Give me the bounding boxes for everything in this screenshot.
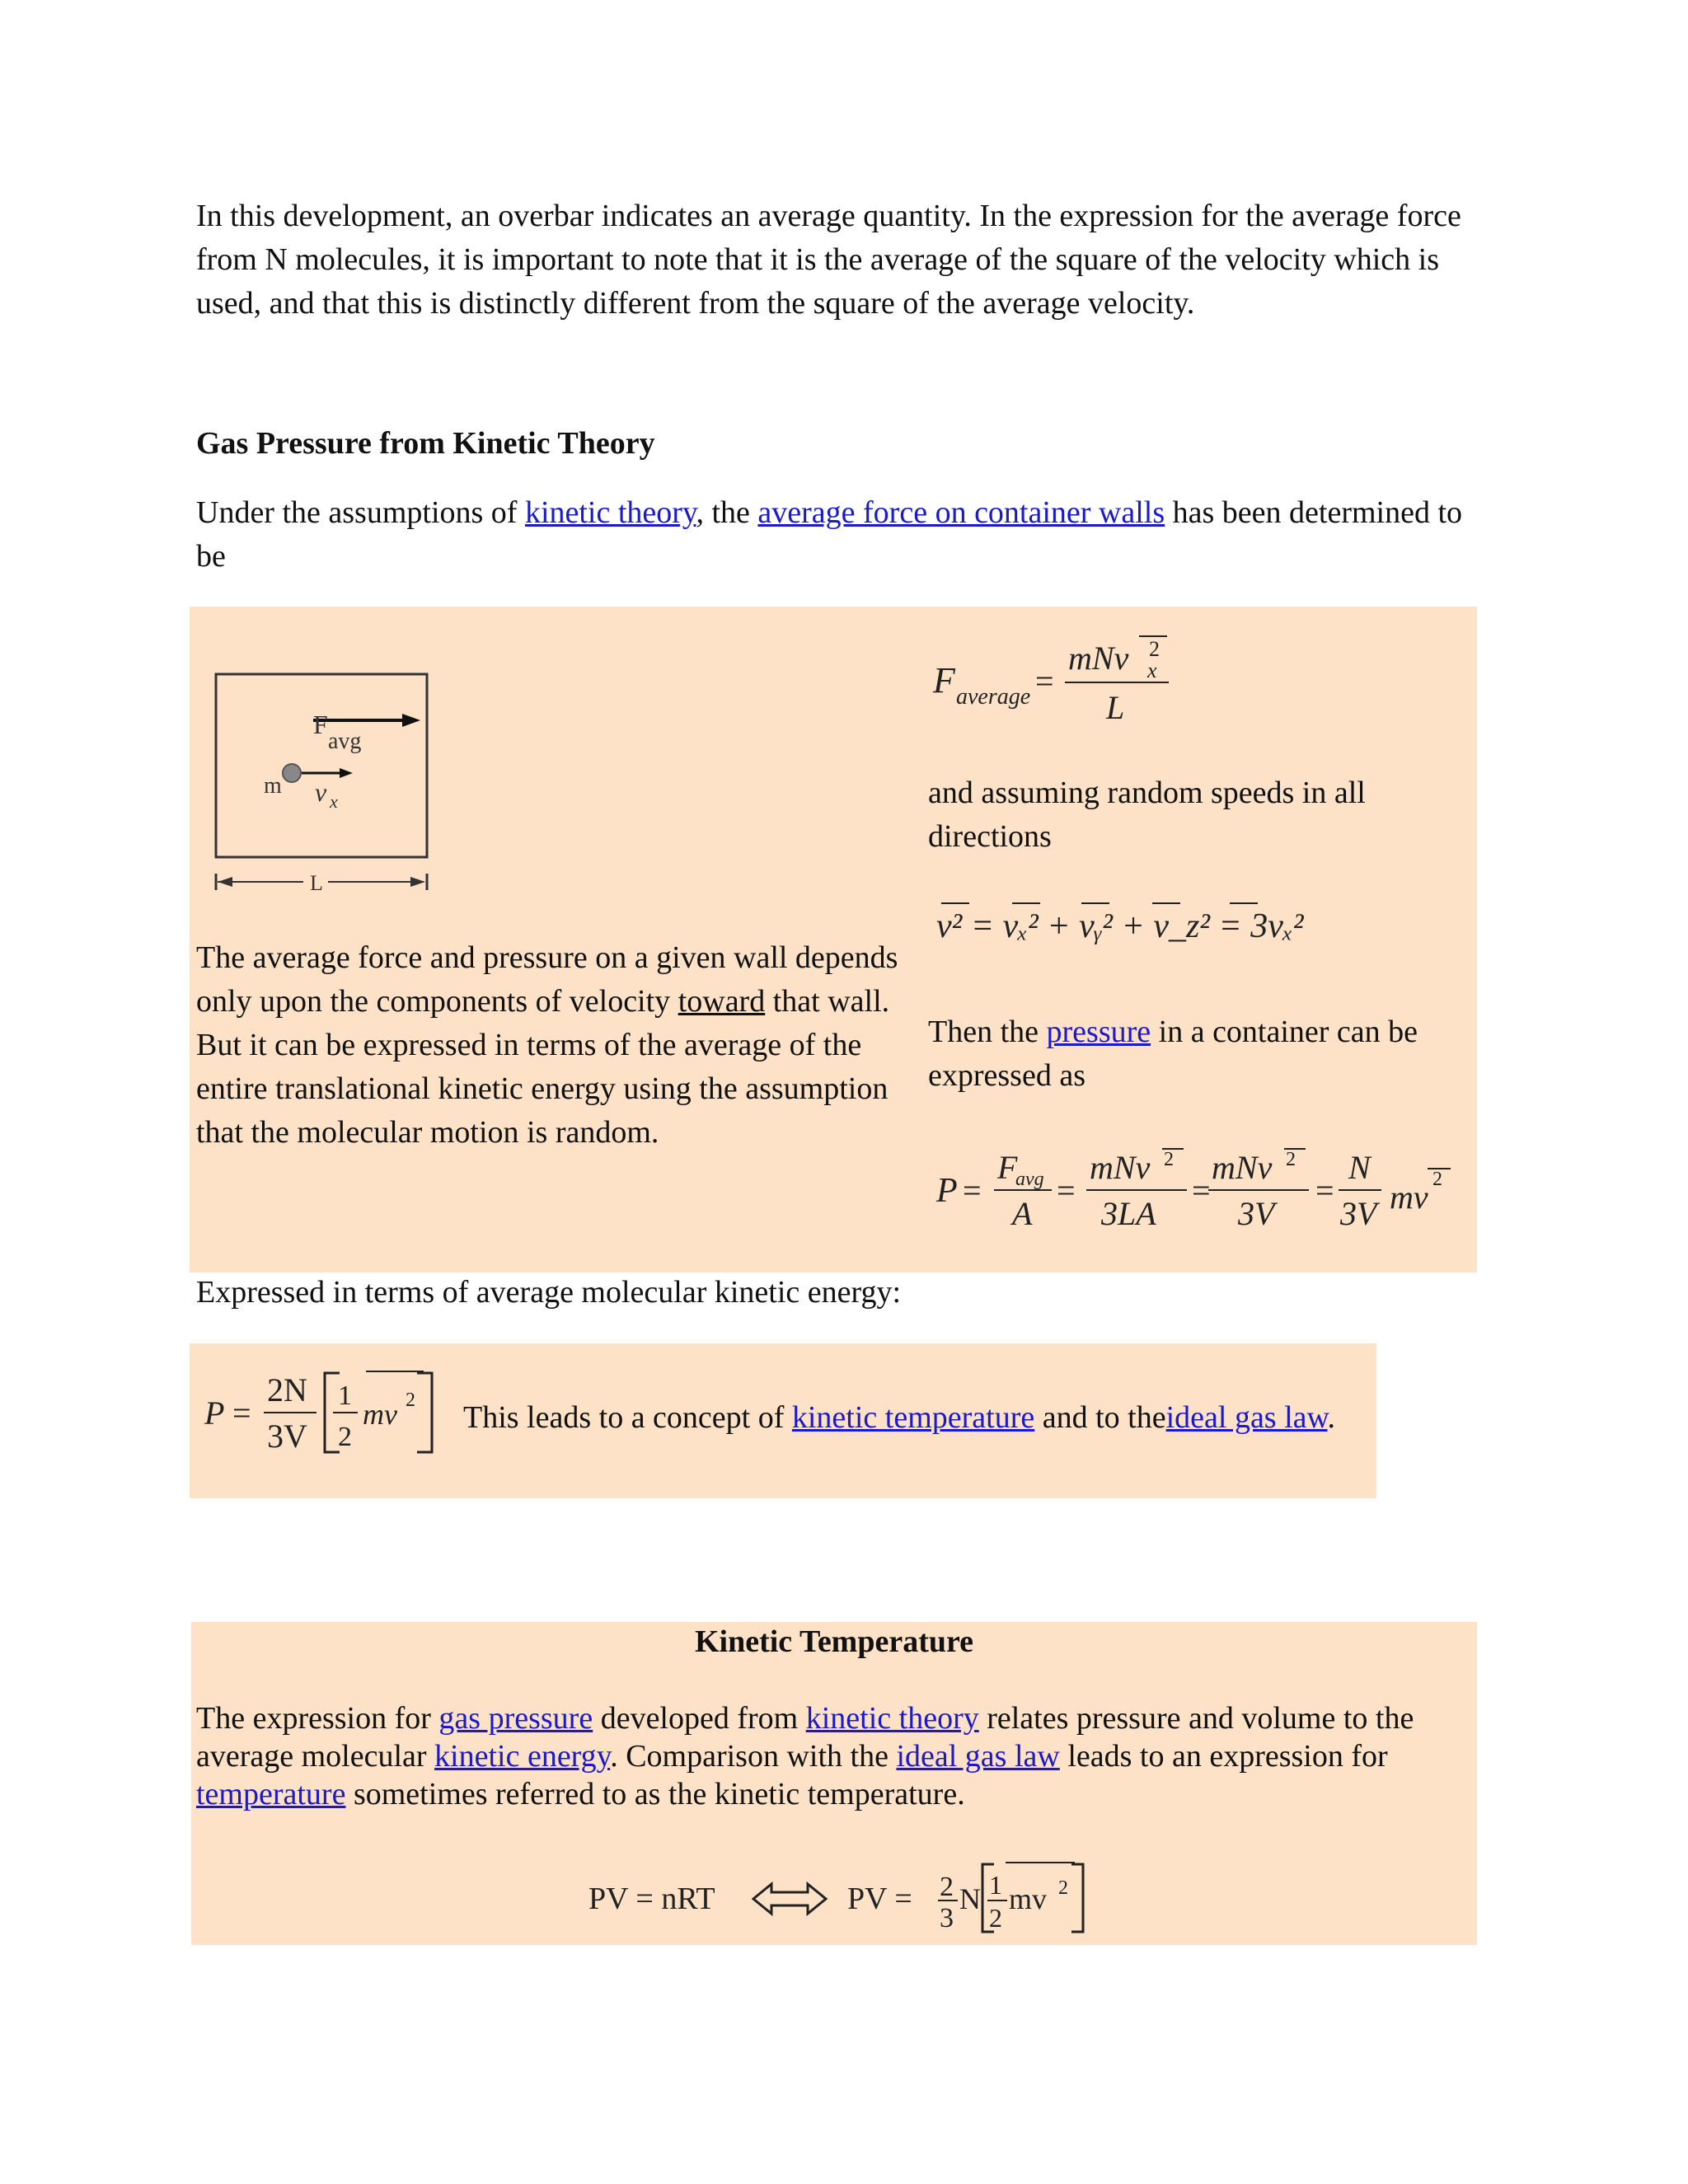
eq-p-d2: 3V	[1238, 1195, 1275, 1232]
text-run: leads to an expression for	[1059, 1739, 1388, 1774]
text-run: in a container can be expressed as	[928, 1015, 1418, 1093]
double-arrow-icon	[753, 1884, 826, 1914]
intro-paragraph: In this development, an overbar indicates an average quantity. In the expression for the average force from N molecules, it is important to note that it is the average of the square of the velocity which is used, and that this is distinctly different from the square of the average velocity.	[196, 199, 1461, 321]
eq-p-lhs: P	[936, 1172, 958, 1210]
eq-p-n1: mNv	[1090, 1149, 1151, 1186]
emphasis-toward: toward	[678, 984, 766, 1019]
text-run: This leads to a concept of	[463, 1400, 792, 1435]
eq-force-sub: x	[1147, 658, 1157, 682]
text-run: , the	[696, 495, 758, 530]
mass-label: m	[264, 773, 282, 799]
svg-text:=: =	[232, 1394, 251, 1432]
text-run: that wall. But it can be expressed in terms of the average of the entire translational kinetic energy using the assumption that the molecular motion is random.	[196, 984, 890, 1150]
eq-force-numerator: mNv	[1068, 640, 1129, 677]
text-run: Then the	[928, 1015, 1047, 1049]
equation-ideal-gas-comparison	[585, 1853, 1113, 1943]
force-arrowhead	[402, 714, 420, 727]
eq-ideal-right-lhs: PV =	[847, 1882, 912, 1916]
equation-velocity-components	[936, 905, 1303, 948]
text-run: developed from	[593, 1701, 806, 1736]
eq-velocity-text: v² = vₓ² + vᵧ² + v_z² = 3vₓ²	[936, 907, 1304, 945]
link-kinetic-theory-2[interactable]: kinetic theory	[805, 1701, 979, 1736]
eq-p-n3: N	[1348, 1149, 1371, 1186]
eq-ke-lhs: P	[204, 1394, 225, 1432]
pressure-paragraph	[928, 1010, 1464, 1098]
svg-text:2: 2	[1164, 1149, 1174, 1170]
link-temperature[interactable]: temperature	[196, 1777, 346, 1811]
eq-force-denominator: L	[1106, 689, 1125, 726]
eq-p-a: A	[1012, 1195, 1033, 1232]
velocity-subscript: x	[330, 791, 338, 812]
eq-ke-half-num: 1	[338, 1380, 352, 1411]
expressed-in-terms-text: Expressed in terms of average molecular kinetic energy:	[196, 1275, 902, 1310]
eq-force-sup: 2	[1149, 637, 1160, 661]
kinetic-theory-paragraph	[196, 491, 1482, 579]
eq-p-f: F	[997, 1149, 1018, 1186]
eq-p-n2: mNv	[1212, 1149, 1273, 1186]
eq-p-d3: 3V	[1340, 1195, 1377, 1232]
velocity-overbars	[936, 900, 1266, 908]
eq-force-lhs: F	[933, 660, 955, 701]
section-heading-kinetic-temperature: Kinetic Temperature	[694, 1624, 974, 1659]
text-run: . Comparison with the	[610, 1739, 897, 1774]
eq-force-lhs-sub: average	[956, 684, 1031, 710]
text-run: and to the	[1034, 1400, 1166, 1435]
link-kinetic-energy[interactable]: kinetic energy	[434, 1739, 611, 1774]
container-box	[216, 674, 427, 857]
eq-ideal-two: 2	[940, 1872, 954, 1902]
force-label: F	[313, 710, 328, 739]
eq-ke-mv: mv	[363, 1398, 397, 1431]
text-run: Under the assumptions of	[196, 495, 525, 530]
equation-kinetic-energy	[201, 1355, 448, 1470]
eq-ke-den: 3V	[267, 1418, 307, 1455]
svg-text:=: =	[1315, 1172, 1334, 1209]
text-run: The expression for	[196, 1701, 439, 1736]
container-diagram	[208, 668, 447, 898]
text-run: sometimes referred to as the kinetic temperature.	[345, 1777, 965, 1811]
link-kinetic-temperature[interactable]: kinetic temperature	[791, 1400, 1035, 1435]
svg-text:2: 2	[1286, 1149, 1296, 1170]
eq-ideal-mv: mv	[1009, 1882, 1048, 1915]
link-ideal-gas-law-2[interactable]: ideal gas law	[896, 1739, 1060, 1774]
velocity-label: v	[315, 777, 327, 807]
equation-pressure	[931, 1132, 1459, 1248]
text-run: has been determined to be	[196, 495, 1463, 574]
link-gas-pressure[interactable]: gas pressure	[438, 1701, 593, 1736]
random-speeds-text: and assuming random speeds in all directions	[928, 776, 1366, 854]
eq-ke-half-den: 2	[338, 1422, 352, 1452]
length-arrowhead-left	[218, 877, 232, 887]
equation-average-force	[928, 626, 1175, 742]
eq-p-tail: mv	[1390, 1179, 1428, 1216]
svg-text:2: 2	[1058, 1877, 1068, 1899]
text-run: .	[1327, 1400, 1335, 1435]
svg-text:=: =	[1057, 1172, 1076, 1209]
svg-text:=: =	[1192, 1172, 1211, 1209]
velocity-arrowhead	[340, 768, 353, 778]
eq-force-equals: =	[1035, 663, 1054, 700]
text-run: relates pressure and volume to the average molecular	[196, 1701, 1414, 1774]
leads-to-paragraph	[463, 1396, 1386, 1440]
svg-text:=: =	[963, 1172, 982, 1209]
link-kinetic-theory[interactable]: kinetic theory	[524, 495, 696, 530]
link-ideal-gas-law[interactable]: ideal gas law	[1165, 1400, 1328, 1435]
svg-text:2: 2	[406, 1390, 415, 1411]
text-run: The average force and pressure on a given wall depends only upon the components of velocity	[196, 940, 898, 1019]
length-label: L	[310, 871, 323, 895]
wall-force-paragraph	[196, 936, 905, 1155]
svg-text:2: 2	[1432, 1169, 1442, 1190]
link-average-force-on-container-walls[interactable]: average force on container walls	[757, 495, 1165, 530]
length-arrowhead-right	[410, 877, 425, 887]
eq-p-d1: 3LA	[1101, 1195, 1156, 1232]
eq-p-f-sub: avg	[1015, 1169, 1044, 1190]
eq-ideal-left: PV = nRT	[588, 1882, 715, 1916]
eq-ideal-three: 3	[940, 1903, 954, 1933]
eq-ideal-two-b: 2	[989, 1903, 1002, 1933]
kinetic-temperature-paragraph	[196, 1699, 1482, 1813]
eq-ideal-n: N	[959, 1882, 981, 1915]
eq-ke-num: 2N	[267, 1371, 307, 1408]
eq-ideal-one: 1	[989, 1870, 1002, 1900]
link-pressure[interactable]: pressure	[1046, 1015, 1151, 1049]
molecule	[283, 764, 301, 782]
section-heading-gas-pressure: Gas Pressure from Kinetic Theory	[196, 426, 655, 461]
force-subscript: avg	[328, 729, 362, 754]
